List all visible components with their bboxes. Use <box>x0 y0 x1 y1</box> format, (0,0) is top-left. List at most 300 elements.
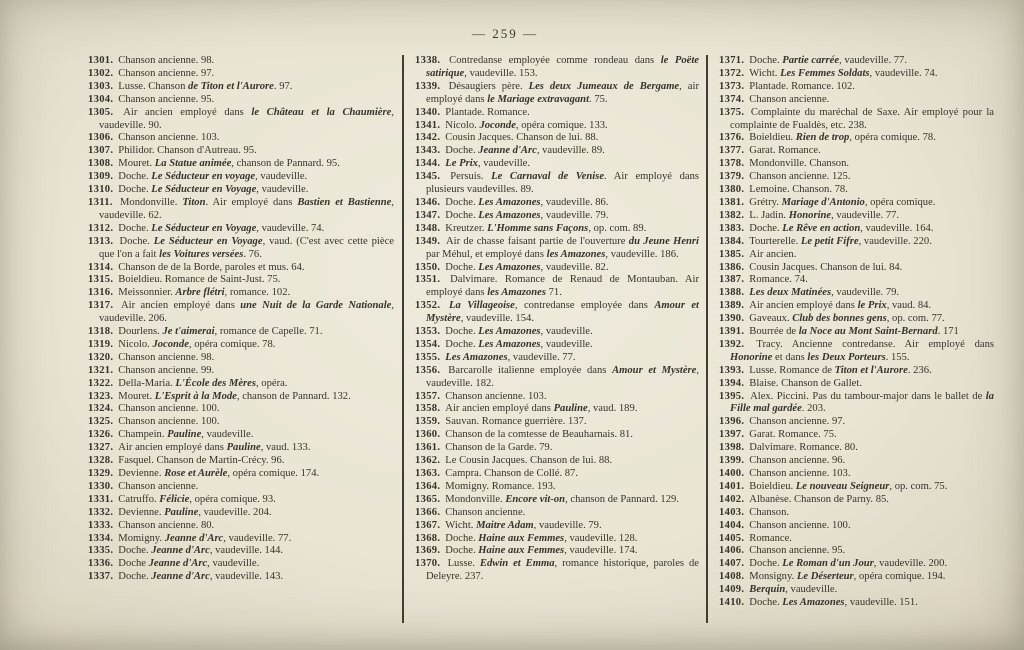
entry-text: , vaudeville. <box>255 171 308 183</box>
catalog-entry <box>88 171 394 184</box>
entry-number: 1356. <box>415 364 447 376</box>
entry-number: 1388. <box>719 287 748 299</box>
entry-text: Doche. <box>118 184 152 196</box>
catalog-entry <box>88 81 394 94</box>
entry-number: 1314. <box>88 261 117 273</box>
entry-number: 1318. <box>88 326 117 338</box>
entry-text: , op. com. 75. <box>889 480 948 492</box>
entry-title-italic: Le Déserteur <box>796 571 854 583</box>
entry-number: 1366. <box>415 506 444 518</box>
entry-text: . Air employé dans plusieurs vaudevilles. 89. <box>426 171 699 196</box>
entry-text: Doche. <box>445 261 479 273</box>
catalog-entry <box>88 520 394 533</box>
entry-title-italic: Pauline <box>553 403 588 415</box>
entry-number: 1305. <box>88 106 122 118</box>
entry-title-italic: Club des bonnes gens <box>792 313 887 325</box>
catalog-entry <box>719 107 994 133</box>
entry-text: , romance. 102. <box>224 287 291 299</box>
entry-number: 1364. <box>415 480 444 492</box>
entry-text: , vaud. 84. <box>886 300 932 312</box>
catalog-entry <box>719 455 994 468</box>
entry-number: 1306. <box>88 132 117 144</box>
entry-number: 1346. <box>415 196 444 208</box>
entry-text: . 171 <box>937 326 959 338</box>
catalog-entry <box>88 403 394 416</box>
entry-title-italic: Pauline <box>167 429 202 441</box>
entry-text: , vaudeville. 200. <box>873 558 948 570</box>
entry-title-italic: Jeanne d'Arc <box>148 558 208 570</box>
entry-title-italic: Joconde <box>479 119 516 131</box>
entry-number: 1332. <box>88 506 117 518</box>
entry-number: 1312. <box>88 222 117 234</box>
catalog-entry <box>415 197 699 210</box>
catalog-entry <box>719 442 994 455</box>
catalog-entry <box>719 197 994 210</box>
entry-text: Chanson de la comtesse de Beauharnais. 81. <box>445 429 633 441</box>
catalog-entry <box>415 223 699 236</box>
entry-text: Mondonville. Chanson. <box>749 158 850 170</box>
entry-text: Chanson ancienne. 103. <box>445 390 547 402</box>
entry-number: 1320. <box>88 351 117 363</box>
entry-text: Air ancien. <box>749 248 797 260</box>
entry-number: 1386. <box>719 261 748 273</box>
entry-number: 1341. <box>415 119 444 131</box>
catalog-entry <box>88 571 394 584</box>
entry-text: Momigny. Romance. 193. <box>445 480 556 492</box>
entry-text: Wicht. <box>749 67 781 79</box>
catalog-entry <box>415 494 699 507</box>
entry-title-italic: Titon et l'Aurore <box>834 364 908 376</box>
entry-text: Chanson ancienne. <box>118 480 199 492</box>
entry-number: 1325. <box>88 416 117 428</box>
catalog-entry <box>719 558 994 571</box>
entry-text: , vaudeville. 74. <box>869 67 938 79</box>
entry-text: Désaugiers père. <box>448 80 529 92</box>
entry-text: . Air employé dans <box>205 196 298 208</box>
entry-number: 1310. <box>88 184 117 196</box>
entry-text: , vaudeville. 77. <box>831 209 900 221</box>
entry-text: , vaudeville. <box>256 184 309 196</box>
catalog-entry <box>415 545 699 558</box>
catalog-entry <box>719 545 994 558</box>
entry-text: , vaudeville. <box>540 326 593 338</box>
entry-title-italic: Titon <box>182 196 206 208</box>
entry-title-italic: Les Amazones <box>478 209 541 221</box>
entry-text: Doche. <box>445 338 479 350</box>
entry-text: Kreutzer. <box>445 222 488 234</box>
entry-number: 1329. <box>88 468 117 479</box>
catalog-entry <box>415 236 699 262</box>
catalog-entry <box>88 442 394 455</box>
catalog-entry <box>719 339 994 365</box>
entry-text: , vaudeville. 182. <box>426 364 700 389</box>
catalog-entry <box>415 158 699 171</box>
entry-text: . 75. <box>589 93 608 105</box>
entry-title-italic: L'Esprit à la Mode <box>154 390 237 402</box>
entry-text: Fasquel. Chanson de Martin-Crécy. 96. <box>118 455 285 467</box>
entry-text: . 155. <box>885 351 910 363</box>
entry-text: Gaveaux. <box>749 313 793 325</box>
entry-text: Cousin Jacques. Chanson de lui. 88. <box>445 132 599 144</box>
entry-number: 1375. <box>719 106 749 118</box>
catalog-entry <box>88 481 394 494</box>
entry-number: 1370. <box>415 558 446 570</box>
entry-number: 1352. <box>415 300 448 312</box>
entry-text: Air ancien employé dans <box>118 442 227 454</box>
entry-text: , op. com. 77. <box>886 313 945 325</box>
entry-text: , vaudeville. 164. <box>860 222 934 234</box>
entry-title-italic: le Poëte satirique <box>426 55 699 79</box>
entry-title-italic: La Statue animée <box>154 158 232 170</box>
entry-number: 1391. <box>719 326 748 338</box>
entry-text: Devienne. <box>118 506 165 518</box>
catalog-entry <box>719 158 994 171</box>
entry-title-italic: Jeanne d'Arc <box>151 571 210 583</box>
entry-title-italic: Les deux Matinées <box>749 287 832 299</box>
entry-text: Chanson de de la Borde, paroles et mus. 64. <box>118 261 305 273</box>
entry-text: Philidor. Chanson d'Autreau. 95. <box>118 145 257 157</box>
entry-title-italic: Joconde <box>152 338 189 350</box>
entry-number: 1409. <box>719 584 748 596</box>
entry-text: , vaudeville. 90. <box>99 106 394 131</box>
catalog-entry <box>88 365 394 378</box>
entry-text: , opéra comique. 133. <box>515 119 608 131</box>
entry-text: Le Cousin Jacques. Chanson de lui. 88. <box>445 455 613 467</box>
page-number: — 259 — <box>472 26 538 41</box>
entry-text: Complainte du maréchal de Saxe. Air employé pour la complainte de Fualdès, etc. 238. <box>730 106 994 131</box>
entry-text: Doche. <box>118 222 152 234</box>
entry-title-italic: Mariage d'Antonio <box>781 196 865 208</box>
entry-number: 1397. <box>719 429 748 441</box>
entry-number: 1361. <box>415 442 444 454</box>
entry-text: Devienne. <box>118 468 165 479</box>
entry-text: Chanson ancienne. <box>749 93 830 105</box>
entry-text: Champein. <box>118 429 168 441</box>
catalog-column-2 <box>402 55 706 623</box>
catalog-entry <box>719 68 994 81</box>
entry-text: Sauvan. Romance guerrière. 137. <box>445 416 587 428</box>
catalog-entry <box>88 391 394 404</box>
entry-title-italic: Rien de trop <box>795 132 850 144</box>
entry-text: Lusse. Romance de <box>749 364 835 376</box>
entry-text: . 203. <box>801 403 826 415</box>
entry-text: , vaud. 133. <box>260 442 311 454</box>
entry-text: , vaudeville. <box>201 429 254 441</box>
entry-number: 1381. <box>719 196 748 208</box>
entry-number: 1374. <box>719 93 748 105</box>
entry-title-italic: Le Séducteur en voyage <box>151 171 256 183</box>
entry-text: par Méhul, et employé dans <box>426 248 547 260</box>
entry-number: 1365. <box>415 493 444 505</box>
entry-title-italic: Bastien et Bastienne <box>297 196 392 208</box>
entry-number: 1340. <box>415 106 444 118</box>
catalog-entry <box>88 326 394 339</box>
catalog-entry <box>719 481 994 494</box>
entry-text: Doche <box>118 558 149 570</box>
entry-number: 1372. <box>719 67 748 79</box>
entry-title-italic: du Jeune Henri <box>628 235 699 247</box>
entry-text: Bourrée de <box>749 326 799 338</box>
entry-number: 1311. <box>88 196 118 208</box>
entry-number: 1351. <box>415 274 449 286</box>
catalog-entry <box>88 352 394 365</box>
entry-title-italic: Haine aux Femmes <box>478 532 565 544</box>
entry-title-italic: Les Amazones <box>782 597 845 609</box>
entry-number: 1343. <box>415 145 444 157</box>
entry-number: 1387. <box>719 274 748 286</box>
entry-text: Della-Maria. <box>118 377 176 389</box>
entry-number: 1308. <box>88 158 117 170</box>
catalog-entry <box>88 339 394 352</box>
entry-text: , vaudeville. 86. <box>540 196 609 208</box>
catalog-column-1 <box>88 55 402 623</box>
entry-title-italic: Les Amazones <box>445 351 508 363</box>
entry-number: 1342. <box>415 132 444 144</box>
catalog-entry <box>719 365 994 378</box>
entry-title-italic: les Voitures versées <box>159 248 244 260</box>
catalog-entry <box>719 274 994 287</box>
entry-text: Blaise. Chanson de Gallet. <box>749 377 862 389</box>
entry-number: 1410. <box>719 597 748 609</box>
entry-number: 1396. <box>719 416 748 428</box>
entry-text: , vaudeville. 206. <box>99 300 394 325</box>
entry-text: Romance. <box>749 532 792 544</box>
entry-title-italic: Les deux Jumeaux de Bergame <box>528 80 680 92</box>
entry-title-italic: Le Séducteur en Voyage <box>151 184 257 196</box>
entry-text: Contredanse employée comme rondeau dans <box>449 55 661 66</box>
catalog-entry <box>415 403 699 416</box>
catalog-entry <box>88 429 394 442</box>
entry-text: , vaudeville. 186. <box>605 248 679 260</box>
catalog-entry <box>88 416 394 429</box>
entry-text: , vaudeville. <box>207 558 260 570</box>
entry-number: 1407. <box>719 558 748 570</box>
entry-number: 1360. <box>415 429 444 441</box>
entry-title-italic: Les Amazones <box>478 338 541 350</box>
entry-number: 1347. <box>415 209 444 221</box>
catalog-entry <box>415 107 699 120</box>
catalog-entry <box>415 429 699 442</box>
entry-text: Doche. <box>118 571 152 583</box>
entry-text: Air ancien employé dans <box>121 300 241 312</box>
entry-text: Meissonnier. <box>118 287 176 299</box>
entry-text: . 97. <box>273 80 293 92</box>
entry-text: Boieldieu. <box>749 132 796 144</box>
entry-text: Momigny. <box>118 532 165 544</box>
entry-number: 1345. <box>415 171 449 183</box>
catalog-entry <box>719 210 994 223</box>
entry-text: Chanson ancienne. 95. <box>118 93 215 105</box>
entry-text: , vaudeville. 79. <box>831 287 900 299</box>
entry-number: 1349. <box>415 235 444 247</box>
catalog-entry <box>415 300 699 326</box>
catalog-entry <box>415 533 699 546</box>
catalog-entry <box>719 55 994 68</box>
entry-title-italic: les Deux Porteurs <box>807 351 886 363</box>
entry-text: Chanson ancienne. 103. <box>118 132 220 144</box>
entry-text: Doche. <box>118 545 152 557</box>
catalog-entry <box>88 197 394 223</box>
entry-text: , air employé dans <box>426 80 699 105</box>
entry-title-italic: Berquin <box>749 584 786 596</box>
entry-text: , opéra comique. 194. <box>853 571 946 583</box>
entry-number: 1338. <box>415 55 448 66</box>
entry-text: Garat. Romance. 75. <box>749 429 837 441</box>
catalog-entry <box>415 507 699 520</box>
entry-number: 1403. <box>719 506 748 518</box>
entry-title-italic: Encore vit-on <box>505 493 566 505</box>
entry-title-italic: La Villageoise <box>449 300 515 312</box>
catalog-entry <box>88 507 394 520</box>
entry-number: 1328. <box>88 455 117 467</box>
entry-number: 1309. <box>88 171 117 183</box>
entry-text: Plantade. Romance. 102. <box>749 80 855 92</box>
entry-number: 1353. <box>415 326 444 338</box>
entry-text: Air ancien employé dans <box>445 403 554 415</box>
entry-text: , vaudeville. 89. <box>536 145 605 157</box>
entry-number: 1321. <box>88 364 117 376</box>
entry-text: Dalvimare. Romance. 80. <box>749 442 858 454</box>
catalog-entry <box>88 274 394 287</box>
entry-title-italic: Partie carrée <box>782 55 840 66</box>
entry-title-italic: L'École des Mères <box>175 377 256 389</box>
entry-title-italic: Pauline <box>164 506 199 518</box>
entry-number: 1382. <box>719 209 748 221</box>
entry-number: 1348. <box>415 222 444 234</box>
catalog-entry <box>719 223 994 236</box>
entry-text: , vaudeville. 154. <box>460 313 534 325</box>
entry-number: 1404. <box>719 519 748 531</box>
entry-title-italic: Les Amazones <box>478 326 541 338</box>
entry-title-italic: Les Femmes Soldats <box>780 67 870 79</box>
catalog-entry <box>719 494 994 507</box>
catalog-entry <box>719 520 994 533</box>
catalog-entry <box>719 584 994 597</box>
entry-text: Mouret. <box>118 390 155 402</box>
entry-number: 1322. <box>88 377 117 389</box>
entry-text: , vaudeville. <box>477 158 531 170</box>
catalog-entry <box>719 81 994 94</box>
entry-text: , vaudeville. 151. <box>844 597 918 609</box>
entry-text: Boieldieu. <box>749 480 796 492</box>
entry-number: 1390. <box>719 313 748 325</box>
catalog-entry <box>719 571 994 584</box>
entry-text: Barcarolle italienne employée dans <box>448 364 613 376</box>
entry-text: , opéra comique. <box>864 196 936 208</box>
entry-number: 1394. <box>719 377 748 389</box>
entry-title-italic: Jeanne d'Arc <box>164 532 224 544</box>
entry-number: 1339. <box>415 80 447 92</box>
entry-text: Lusse. Chanson <box>118 80 189 92</box>
entry-text: Chanson ancienne. 80. <box>118 519 215 531</box>
catalog-entry <box>719 313 994 326</box>
entry-text: . 76. <box>243 248 262 260</box>
entry-number: 1367. <box>415 519 444 531</box>
entry-title-italic: Jeanne d'Arc <box>478 145 537 157</box>
entry-title-italic: Le Rêve en action <box>782 222 861 234</box>
entry-title-italic: Le Prix <box>445 158 478 170</box>
entry-number: 1402. <box>719 493 748 505</box>
entry-text: Doche. <box>445 545 479 557</box>
entry-text: Garat. Romance. <box>749 145 821 157</box>
entry-text: , vaudeville. 220. <box>858 235 932 247</box>
entry-number: 1330. <box>88 480 117 492</box>
entry-number: 1399. <box>719 455 748 467</box>
entry-text: Albanèse. Chanson de Parny. 85. <box>749 493 889 505</box>
entry-title-italic: les Amazones <box>487 287 546 299</box>
entry-number: 1393. <box>719 364 748 376</box>
entry-number: 1368. <box>415 532 444 544</box>
entry-text: Monsigny. <box>749 571 797 583</box>
catalog-entry <box>88 262 394 275</box>
catalog-entry <box>719 468 994 481</box>
entry-text: Chanson ancienne. 100. <box>118 416 220 428</box>
entry-text: Plantade. Romance. <box>445 106 530 118</box>
entry-title-italic: Amour et Mystère <box>426 300 699 325</box>
entry-text: Chanson ancienne. 98. <box>118 351 215 363</box>
entry-number: 1333. <box>88 519 117 531</box>
entry-text: Lusse. <box>447 558 480 570</box>
catalog-entry <box>88 55 394 68</box>
entry-number: 1357. <box>415 390 444 402</box>
catalog-entry <box>88 107 394 133</box>
entry-title-italic: une Nuit de la Garde Nationale <box>240 300 392 312</box>
entry-text: Doche. <box>118 171 152 183</box>
entry-text: , vaudeville. <box>785 584 838 596</box>
entry-number: 1389. <box>719 300 748 312</box>
catalog-entry <box>88 455 394 468</box>
entry-text: Alex. Piccini. Pas du tambour-major dans le ballet de <box>750 390 986 402</box>
entry-text: Mouret. <box>118 158 155 170</box>
catalog-columns <box>88 55 994 623</box>
entry-text: , vaud. 189. <box>587 403 638 415</box>
catalog-entry <box>415 455 699 468</box>
entry-text: Dourlens. <box>118 326 163 338</box>
catalog-entry <box>415 442 699 455</box>
entry-number: 1384. <box>719 235 748 247</box>
catalog-entry <box>719 287 994 300</box>
entry-text: et dans <box>772 351 808 363</box>
entry-title-italic: Haine aux Femmes <box>478 545 565 557</box>
entry-text: , vaudeville. 62. <box>99 196 395 221</box>
entry-title-italic: la Fille mal gardée <box>730 390 994 415</box>
entry-title-italic: Je t'aimerai <box>162 326 215 338</box>
catalog-entry <box>88 300 394 326</box>
entry-title-italic: Le petit Fifre <box>800 235 859 247</box>
entry-text: , vaudeville. 82. <box>540 261 609 273</box>
entry-title-italic: le Mariage extravagant <box>487 93 590 105</box>
entry-text: , vaudeville. 153. <box>464 67 538 79</box>
catalog-entry <box>88 132 394 145</box>
catalog-entry <box>415 416 699 429</box>
entry-text: Chanson ancienne. 95. <box>749 545 846 557</box>
entry-text: Chanson ancienne. 100. <box>118 403 220 415</box>
catalog-entry <box>88 468 394 481</box>
entry-text: Doche. <box>749 55 783 66</box>
entry-number: 1335. <box>88 545 117 557</box>
catalog-entry <box>719 145 994 158</box>
entry-number: 1379. <box>719 171 748 183</box>
entry-text: , vaudeville. 79. <box>533 519 602 531</box>
catalog-entry <box>88 236 394 262</box>
entry-number: 1371. <box>719 55 748 66</box>
entry-title-italic: Maitre Adam <box>476 519 534 531</box>
entry-title-italic: Arbre flétri <box>175 287 225 299</box>
entry-text: Doche. <box>749 558 783 570</box>
entry-text: Chanson de la Garde. 79. <box>445 442 553 454</box>
entry-text: Air ancien employé dans <box>749 300 858 312</box>
entry-title-italic: Le Séducteur en Voyage <box>151 222 257 234</box>
